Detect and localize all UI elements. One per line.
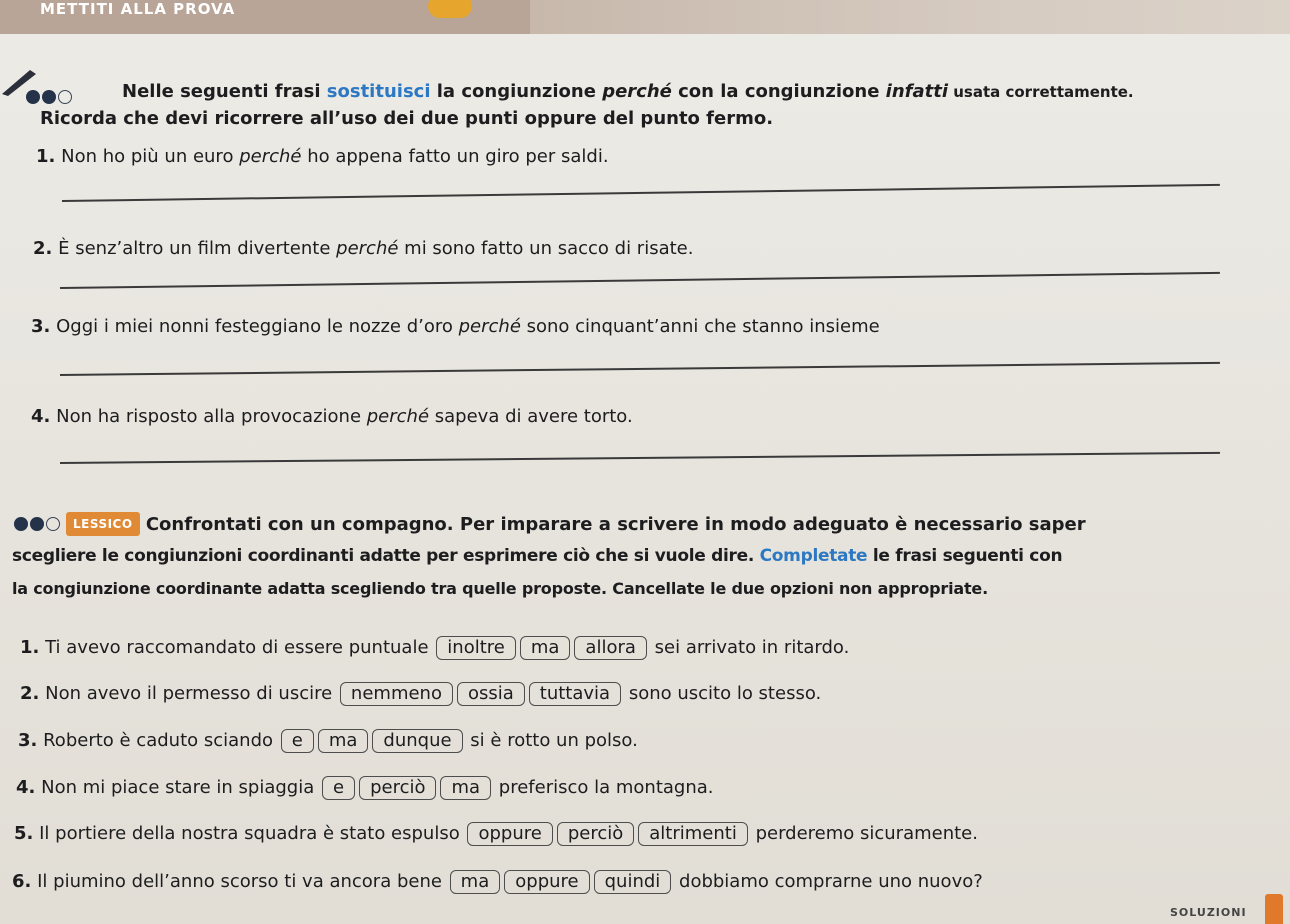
- item-number: 3.: [31, 316, 51, 337]
- option-choice[interactable]: perciò: [557, 822, 634, 846]
- instruction-text: la congiunzione: [430, 81, 603, 102]
- option-choice[interactable]: ma: [450, 870, 501, 894]
- option-choice[interactable]: inoltre: [436, 636, 516, 660]
- instruction-keyword: infatti: [885, 81, 949, 102]
- exercise1-item: [33, 238, 693, 260]
- difficulty-dots-2: [14, 513, 62, 532]
- item-number: 4.: [31, 406, 51, 427]
- exercise1-item: [31, 316, 880, 338]
- item-text: Il piumino dell’anno scorso ti va ancora bene: [37, 871, 442, 892]
- item-text: perderemo sicuramente.: [755, 823, 978, 844]
- exercise2-item: [12, 870, 983, 894]
- exercise1-instruction-line2: Ricorda che devi ricorrere all’uso dei due punti oppure del punto fermo.: [40, 108, 774, 129]
- instruction-verb: sostituisci: [326, 81, 431, 102]
- answer-line[interactable]: [62, 184, 1220, 202]
- instruction-text: Confrontati con un compagno. Per imparare a scrivere in modo adeguato è necessario saper: [139, 514, 1086, 535]
- item-text: Non ha risposto alla provocazione: [56, 406, 367, 427]
- item-text: Roberto è caduto sciando: [43, 730, 274, 751]
- exercise2-instruction-line3: la congiunzione coordinante adatta scegliendo tra quelle proposte. Cancellate le due opzioni non appropriate.: [12, 579, 988, 598]
- item-keyword: perché: [336, 238, 399, 259]
- exercise2-instruction-line2: [12, 545, 1062, 567]
- option-choice[interactable]: quindi: [594, 870, 672, 894]
- exercise2-item: [14, 822, 978, 846]
- item-text: sapeva di avere torto.: [429, 406, 633, 427]
- difficulty-dot-filled: [30, 517, 44, 531]
- exercise2-instruction-line1: [66, 512, 1086, 536]
- item-text: Il portiere della nostra squadra è stato espulso: [39, 823, 460, 844]
- difficulty-dot-empty: [58, 90, 72, 104]
- difficulty-dot-filled: [26, 90, 40, 104]
- exercise2-item: [18, 729, 638, 753]
- item-number: 6.: [12, 871, 32, 892]
- exercise1-instruction: [122, 81, 1134, 103]
- solutions-tab[interactable]: [1265, 894, 1283, 924]
- exercise2-item: [20, 636, 849, 660]
- item-number: 1.: [20, 637, 40, 658]
- item-text: sei arrivato in ritardo.: [654, 637, 850, 658]
- instruction-text: con la congiunzione: [671, 81, 886, 102]
- header-band: [0, 0, 1290, 34]
- exercise2-item: [16, 776, 714, 800]
- option-choice[interactable]: allora: [574, 636, 646, 660]
- item-text: ho appena fatto un giro per saldi.: [301, 146, 609, 167]
- header-shade: [530, 0, 1290, 34]
- instruction-text: Nelle seguenti frasi: [122, 81, 327, 102]
- answer-line[interactable]: [60, 362, 1220, 376]
- option-choice[interactable]: ma: [440, 776, 491, 800]
- option-choice[interactable]: ma: [318, 729, 369, 753]
- option-choice[interactable]: oppure: [504, 870, 589, 894]
- item-number: 1.: [36, 146, 56, 167]
- option-choice[interactable]: ossia: [457, 682, 525, 706]
- instruction-text: scegliere le congiunzioni coordinanti adatte per esprimere ciò che si vuole dire.: [12, 546, 760, 566]
- option-choice[interactable]: altrimenti: [638, 822, 748, 846]
- option-choice[interactable]: dunque: [372, 729, 462, 753]
- item-text: mi sono fatto un sacco di risate.: [398, 238, 694, 259]
- difficulty-dot-filled: [14, 517, 28, 531]
- difficulty-dot-empty: [46, 517, 60, 531]
- solutions-label[interactable]: SOLUZIONI: [1170, 906, 1247, 919]
- option-choice[interactable]: perciò: [359, 776, 436, 800]
- item-keyword: perché: [366, 406, 430, 427]
- option-choice[interactable]: e: [281, 729, 314, 753]
- difficulty-dot-filled: [42, 90, 56, 104]
- instruction-keyword: perché: [602, 81, 672, 102]
- item-text: si è rotto un polso.: [470, 730, 638, 751]
- option-choice[interactable]: tuttavia: [529, 682, 621, 706]
- item-keyword: perché: [239, 146, 302, 167]
- item-number: 5.: [14, 823, 34, 844]
- item-text: È senz’altro un film divertente: [58, 238, 337, 259]
- item-number: 3.: [18, 730, 38, 751]
- option-choice[interactable]: e: [322, 776, 355, 800]
- item-number: 4.: [16, 777, 36, 798]
- section-title: METTITI ALLA PROVA: [40, 0, 236, 18]
- item-text: sono cinquant’anni che stanno insieme: [520, 316, 880, 337]
- item-text: sono uscito lo stesso.: [628, 683, 822, 704]
- exercise1-item: [36, 146, 609, 168]
- option-choice[interactable]: ma: [520, 636, 571, 660]
- exercise2-item: [20, 682, 821, 706]
- item-text: preferisco la montagna.: [498, 777, 714, 798]
- item-keyword: perché: [458, 316, 521, 337]
- item-text: Non mi piace stare in spiaggia: [41, 777, 315, 798]
- lessico-badge: LESSICO: [66, 512, 140, 536]
- difficulty-dots-1: [26, 86, 74, 105]
- instruction-verb: Completate: [759, 546, 868, 566]
- item-text: Ti avevo raccomandato di essere puntuale: [45, 637, 429, 658]
- answer-line[interactable]: [60, 452, 1220, 464]
- item-number: 2.: [20, 683, 40, 704]
- answer-line[interactable]: [60, 272, 1220, 289]
- item-text: Oggi i miei nonni festeggiano le nozze d’oro: [56, 316, 459, 337]
- item-text: dobbiamo comprarne uno nuovo?: [679, 871, 983, 892]
- item-number: 2.: [33, 238, 53, 259]
- option-choice[interactable]: nemmeno: [340, 682, 453, 706]
- header-pill: [428, 0, 472, 18]
- exercise1-item: [31, 406, 633, 428]
- instruction-text: le frasi seguenti con: [867, 546, 1063, 566]
- item-text: Non ho più un euro: [61, 146, 240, 167]
- item-text: Non avevo il permesso di uscire: [45, 683, 333, 704]
- instruction-text: usata correttamente.: [948, 83, 1134, 101]
- option-choice[interactable]: oppure: [467, 822, 552, 846]
